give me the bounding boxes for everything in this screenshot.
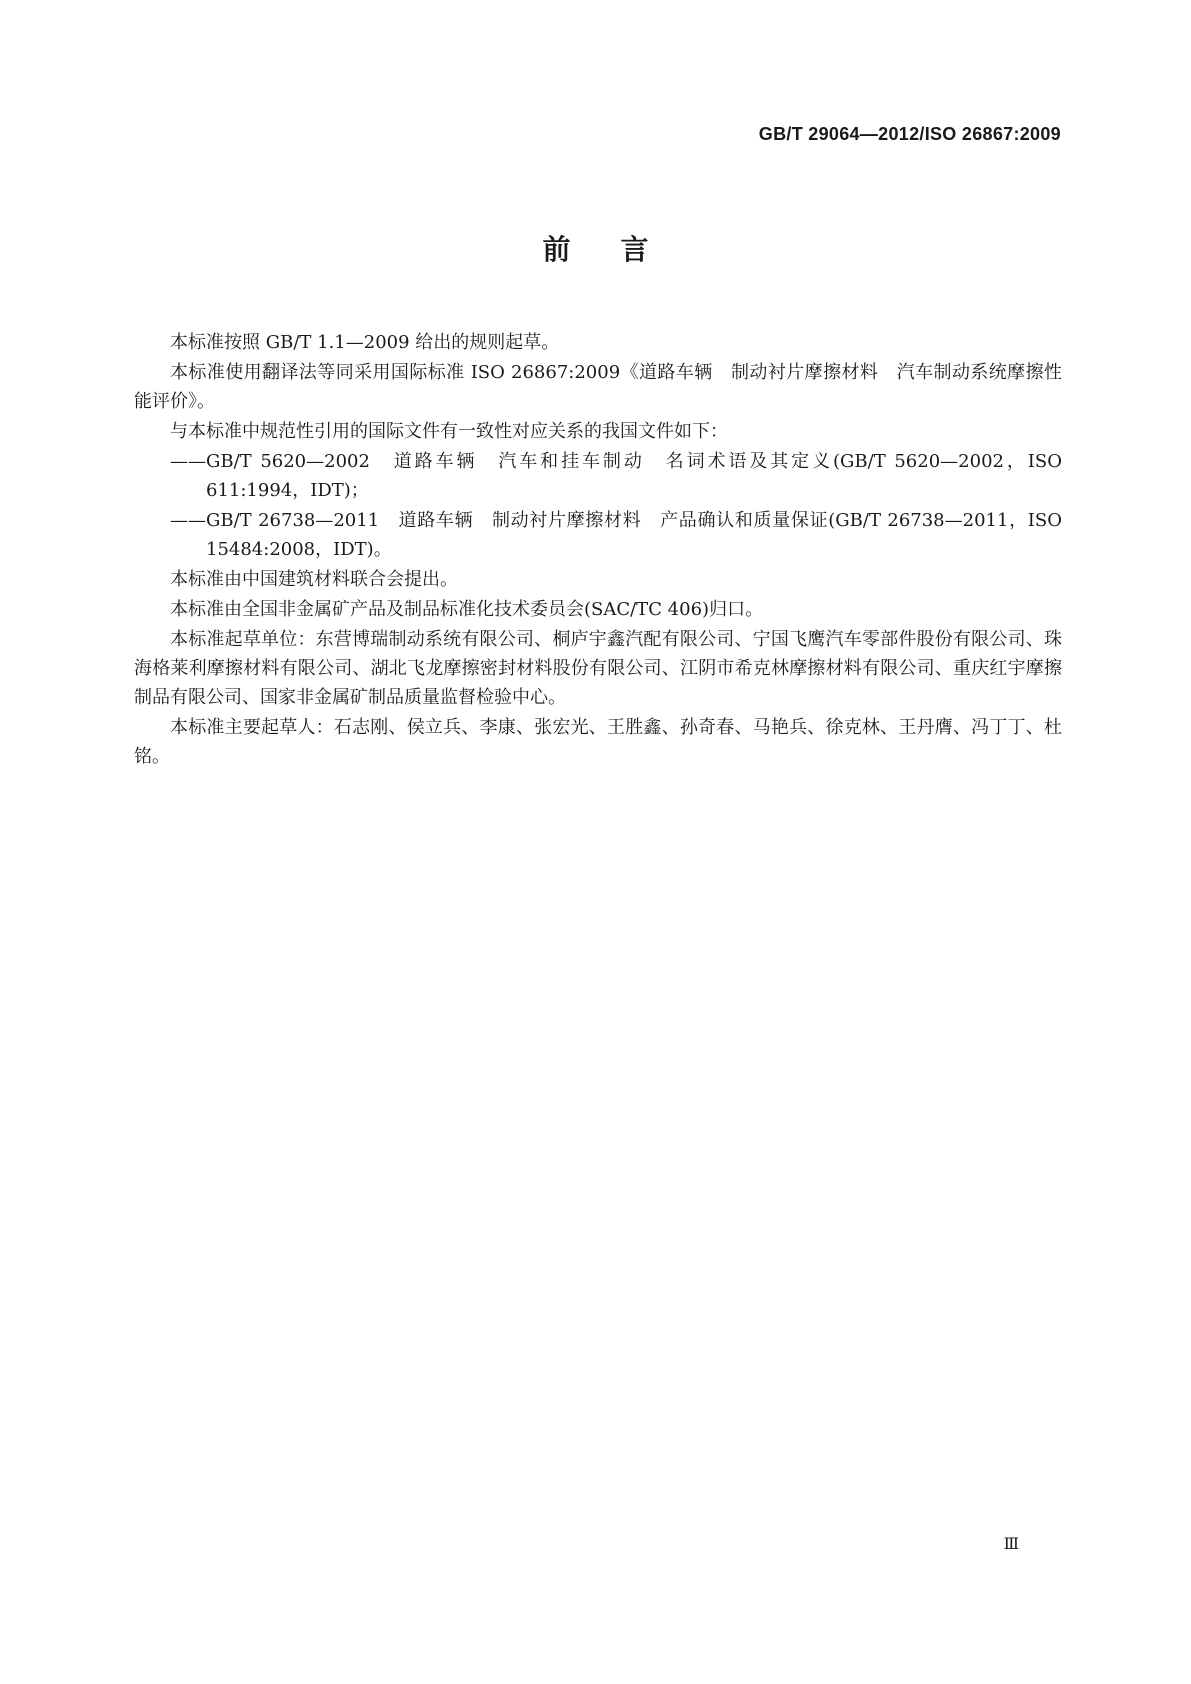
paragraph-technical-committee: 本标准由全国非金属矿产品及制品标准化技术委员会(SAC/TC 406)归口。 — [170, 599, 764, 620]
paragraph-drafting-units: 本标准起草单位：东营博瑞制动系统有限公司、桐庐宇鑫汽配有限公司、宁国飞鹰汽车零部件股份有限公司、珠海格莱利摩擦材料有限公司、湖北飞龙摩擦密封材料股份有限公司、江阴市希克林摩擦材料有限公司、重庆红宇摩擦制品有限公司、国家非金属矿制品质量监督检验中心。 — [134, 629, 1062, 708]
standard-number: GB/T 29064—2012/ISO 26867:2009 — [758, 124, 1061, 144]
reference-item: ——GB/T 26738—2011 道路车辆 制动衬片摩擦材料 产品确认和质量保证(GB/T 26738—2011，ISO 15484:2008，IDT)。 — [170, 510, 1062, 560]
reference-item: ——GB/T 5620—2002 道路车辆 汽车和挂车制动 名词术语及其定义(GB/T 5620—2002，ISO 611:1994，IDT)； — [170, 451, 1062, 501]
paragraph-reference-intro: 与本标准中规范性引用的国际文件有一致性对应关系的我国文件如下： — [170, 421, 728, 442]
paragraph-drafting-rules: 本标准按照 GB/T 1.1—2009 给出的规则起草。 — [170, 332, 560, 353]
page-title: 前言 — [542, 233, 699, 266]
paragraph-drafters: 本标准主要起草人：石志刚、侯立兵、李康、张宏光、王胜鑫、孙奇春、马艳兵、徐克林、王丹膺、冯丁丁、杜铭。 — [134, 717, 1062, 767]
page-number: Ⅲ — [1003, 1534, 1019, 1553]
paragraph-proposer: 本标准由中国建筑材料联合会提出。 — [170, 569, 458, 590]
foreword-body — [134, 328, 1062, 772]
paragraph-adoption: 本标准使用翻译法等同采用国际标准 ISO 26867:2009《道路车辆 制动衬片摩擦材料 汽车制动系统摩擦性能评价》。 — [134, 362, 1062, 412]
